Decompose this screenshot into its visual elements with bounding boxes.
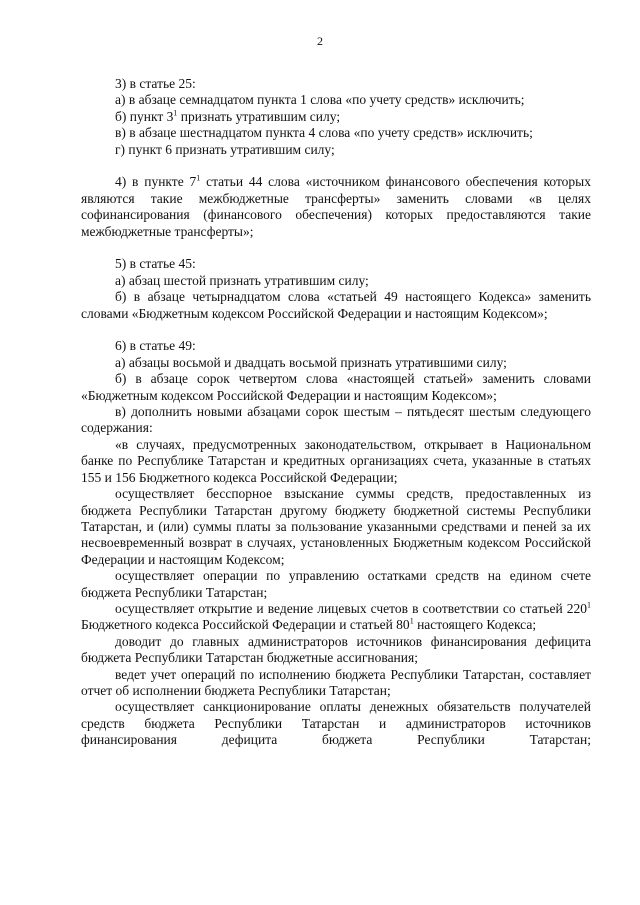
text-run: осуществляет открытие и ведение лицевых счетов в соответствии со статьей 220 (115, 600, 587, 616)
paragraph: ведет учет операций по исполнению бюджета Республики Татарстан, составляет отчет об исполнении бюджета Республики Татарстан; (81, 666, 591, 698)
text-run: признать утратившим силу; (177, 108, 341, 124)
paragraph: осуществляет бесспорное взыскание суммы средств, предоставленных из бюджета Республики Татарстан другому бюджету бюджетной системы Республики Татарстан, и (или) суммы платы за пользование указанными средствами и пеней за их несвоевременный возврат в случаях, установленных Бюджетным кодексом Российской Федерации и настоящим Кодексом; (81, 486, 591, 567)
superscript: 1 (587, 600, 591, 610)
superscript: 1 (173, 108, 178, 118)
paragraph: а) абзац шестой признать утратившим силу; (115, 272, 369, 288)
paragraph (81, 601, 591, 634)
paragraph: б) в абзаце сорок четвертом слова «настоящей статьей» заменить словами «Бюджетным кодексом Российской Федерации и настоящим Кодексом»; (81, 371, 591, 403)
paragraph (81, 109, 591, 125)
paragraph: 3) в статье 25: (115, 76, 196, 91)
paragraph: 6) в статье 49: (115, 338, 196, 354)
document-body (81, 76, 591, 749)
superscript: 1 (409, 616, 414, 626)
page-number: 2 (317, 34, 323, 48)
text-run: статьи 44 слова «источником финансового обеспечения которых являются такие межбюджетные трансферты» заменить словами «в целях софинансирования (финансового обеспечения) которых предоставляются такие межбюджетные трансферты»; (81, 174, 591, 239)
paragraph (81, 174, 591, 240)
text-run: б) пункт 3 (115, 108, 174, 124)
paragraph: осуществляет операции по управлению остатками средств на едином счете бюджета Республики Татарстан; (81, 568, 591, 600)
text-run: Бюджетного кодекса Российской Федерации и статьей 80 (81, 617, 410, 633)
paragraph: в) дополнить новыми абзацами сорок шестым – пятьдесят шестым следующего содержания: (81, 404, 591, 436)
paragraph: доводит до главных администраторов источников финансирования дефицита бюджета Республики Татарстан бюджетные ассигнования; (81, 633, 591, 666)
text-run: 4) в пункте 7 (115, 174, 197, 190)
paragraph: а) в абзаце семнадцатом пункта 1 слова «по учету средств» исключить; (115, 92, 525, 108)
paragraph: б) в абзаце четырнадцатом слова «статьей 49 настоящего Кодекса» заменить словами «Бюджетным кодексом Российской Федерации и настоящим Кодексом»; (81, 289, 591, 321)
paragraph: г) пункт 6 признать утратившим силу; (115, 141, 335, 157)
paragraph: а) абзацы восьмой и двадцать восьмой признать утратившими силу; (115, 354, 507, 370)
superscript: 1 (196, 173, 201, 183)
paragraph: «в случаях, предусмотренных законодательством, открывает в Национальном банке по Республике Татарстан и кредитных организациях счета, указанные в статьях 155 и 156 Бюджетного кодекса Российской Федерации; (81, 436, 591, 485)
text-run: настоящего Кодекса; (413, 617, 537, 633)
paragraph: 5) в статье 45: (115, 256, 196, 272)
paragraph: осуществляет санкционирование оплаты денежных обязательств получателей средств бюджета Республики Татарстан и администраторов источников финансирования дефицита бюджета Республики Татарстан; (81, 699, 591, 748)
paragraph: в) в абзаце шестнадцатом пункта 4 слова «по учету средств» исключить; (115, 125, 533, 141)
